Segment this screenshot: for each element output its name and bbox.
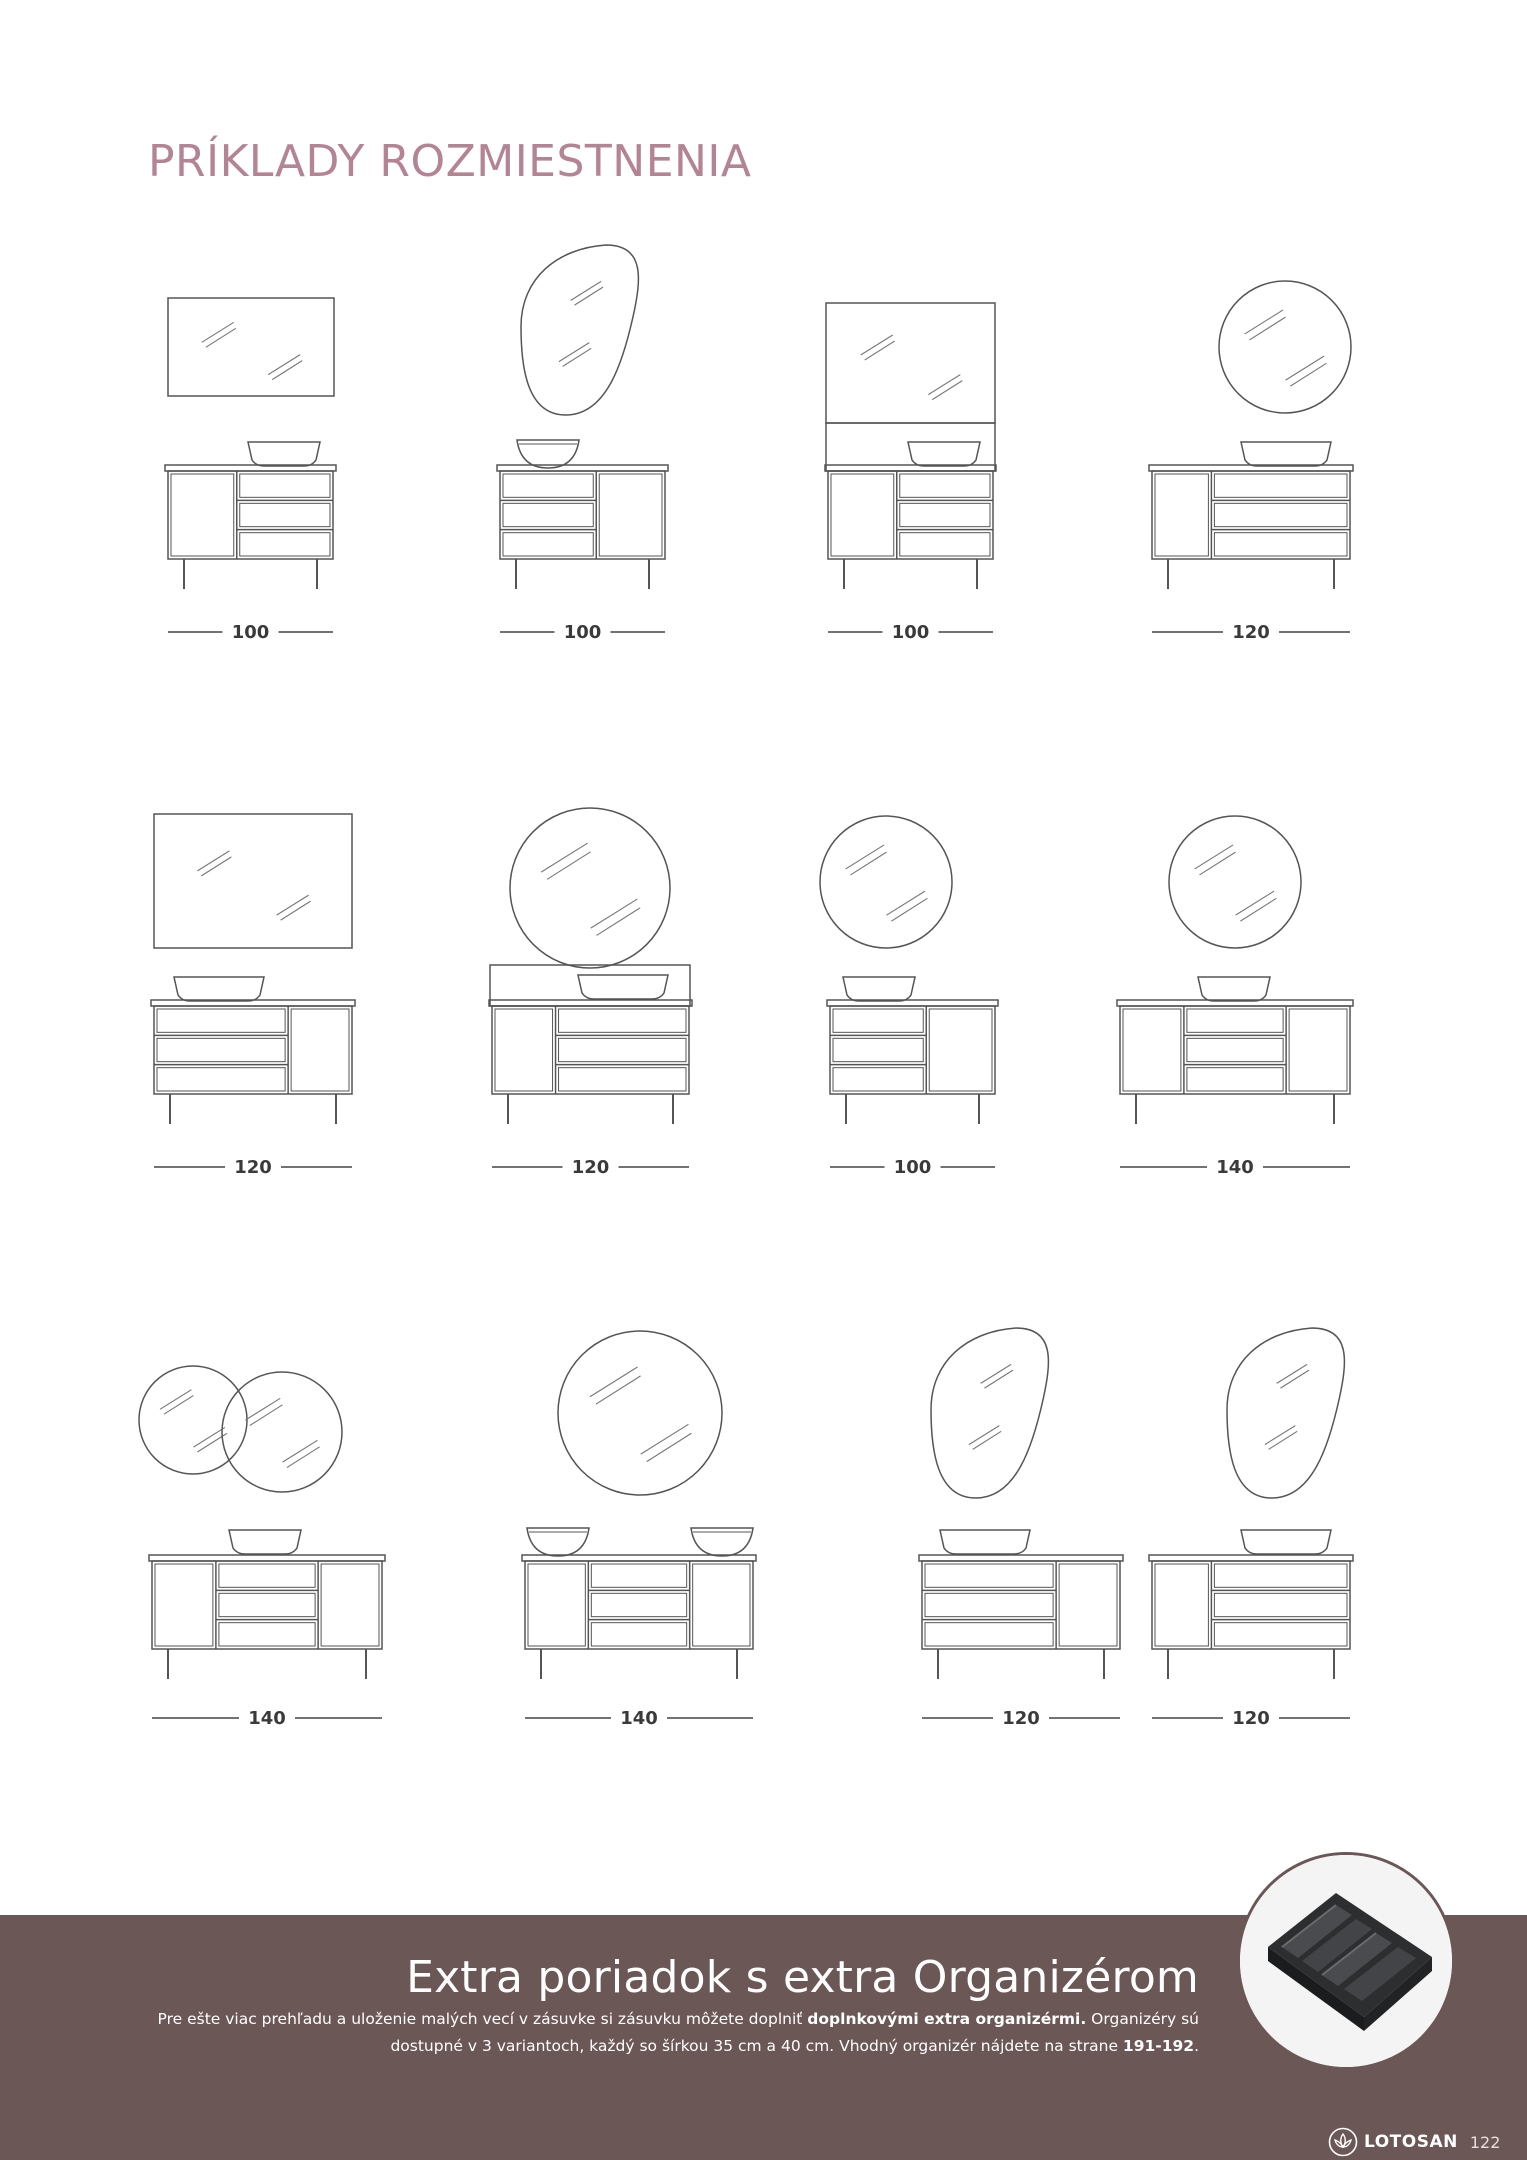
round-mirror (139, 1366, 247, 1474)
cabinet-body (1120, 1006, 1350, 1094)
door-front (528, 1564, 585, 1646)
drawer-front (240, 503, 330, 526)
basin (1198, 977, 1270, 1001)
drawer-front (503, 533, 593, 556)
promo-text-bold-1: doplnkovými extra organizérmi. (807, 2010, 1087, 2028)
reflection-line (250, 1405, 283, 1426)
cabinet-body (830, 1006, 995, 1094)
door-front (1123, 1009, 1181, 1091)
configuration-11 (919, 1328, 1123, 1729)
drawer-front (1214, 1564, 1347, 1587)
countertop (165, 465, 336, 471)
door-front (1155, 474, 1208, 556)
round-mirror (1169, 816, 1301, 948)
drawer-front (1214, 1623, 1347, 1646)
reflection-line (596, 1376, 641, 1404)
reflection-line (287, 1447, 320, 1468)
drawer-front (833, 1038, 923, 1061)
cabinet-body (152, 1561, 382, 1649)
door-front (831, 474, 894, 556)
configuration-3 (825, 303, 996, 643)
reflection-line (597, 908, 641, 936)
drawer-front (591, 1593, 686, 1616)
footer-brand: LOTOSAN (1364, 2132, 1458, 2152)
drawer-front (1214, 474, 1347, 497)
countertop (1149, 1555, 1353, 1561)
basin (1241, 1530, 1331, 1554)
basin (908, 442, 980, 466)
round-mirror (558, 1331, 722, 1495)
cabinet-body (492, 1006, 689, 1094)
configuration-9 (139, 1366, 385, 1729)
drawer-front (1187, 1068, 1283, 1091)
promo-text-2: Organizéry sú dostupné v 3 variantoch, každý so šírkou 35 cm a 40 cm. Vhodný organizér nájdete na strane (390, 2010, 1199, 2055)
promo-headline: Extra poriadok s extra Organizérom (406, 1952, 1199, 2003)
reflection-line (850, 852, 886, 875)
configuration-4 (1149, 281, 1353, 643)
reflection-line (272, 361, 302, 380)
reflection-line (1199, 852, 1235, 875)
basin (229, 1530, 301, 1554)
page-number: 122 (1469, 2132, 1501, 2152)
drawer-front (219, 1593, 315, 1616)
drawer-front (591, 1623, 686, 1646)
reflection-line (1269, 1431, 1298, 1449)
door-front (171, 474, 234, 556)
reflection-line (985, 1370, 1014, 1388)
drawer-front (559, 1068, 686, 1091)
door-front (155, 1564, 213, 1646)
reflection-line (164, 1396, 193, 1415)
configuration-6 (489, 808, 692, 1178)
basin (940, 1530, 1030, 1554)
page-title: PRÍKLADY ROZMIESTNENIA (148, 136, 752, 187)
reflection-line (575, 287, 604, 305)
round-mirror (510, 808, 670, 968)
reflection-line (1281, 1370, 1310, 1388)
reflection-line (1290, 363, 1326, 386)
drawer-front (503, 474, 593, 497)
reflection-line (547, 852, 591, 880)
door-front (1059, 1564, 1117, 1646)
configuration-8 (1117, 816, 1353, 1178)
reflection-line (201, 857, 231, 876)
rectangle-mirror (154, 814, 352, 948)
drawer-front (925, 1564, 1053, 1587)
countertop (827, 1000, 998, 1006)
door-front (929, 1009, 992, 1091)
countertop (825, 465, 996, 471)
basin (843, 977, 915, 1001)
reflection-line (563, 348, 592, 366)
cabinet-body (1152, 471, 1350, 559)
reflection-line (1249, 317, 1285, 340)
cabinet-body (922, 1561, 1120, 1649)
drawer-front (1214, 1593, 1347, 1616)
drawer-front (900, 503, 990, 526)
drawer-front (219, 1623, 315, 1646)
drawer-front (240, 474, 330, 497)
width-label: 120 (571, 1157, 610, 1178)
drawer-front (157, 1009, 285, 1032)
width-label: 140 (620, 1708, 658, 1729)
pebble-mirror (521, 245, 638, 415)
configuration-2 (497, 245, 668, 643)
drawer-front (219, 1564, 315, 1587)
drawer-front (833, 1009, 923, 1032)
width-label: 140 (248, 1708, 286, 1729)
reflection-line (647, 1433, 692, 1461)
round-mirror (1219, 281, 1351, 413)
drawer-front (900, 533, 990, 556)
promo-text (139, 2006, 1199, 2060)
drawer-front (1214, 503, 1347, 526)
width-label: 100 (893, 1157, 932, 1178)
cabinet-body (828, 471, 993, 559)
cabinet-body (168, 471, 333, 559)
promo-text-3: . (1194, 2037, 1199, 2055)
drawer-front (559, 1009, 686, 1032)
drawer-front (503, 503, 593, 526)
reflection-line (1240, 898, 1276, 921)
drawer-front (925, 1623, 1053, 1646)
width-label: 120 (1232, 1708, 1270, 1729)
door-front (291, 1009, 349, 1091)
cabinet-body (1152, 1561, 1350, 1649)
drawer-front (925, 1593, 1053, 1616)
door-front (1155, 1564, 1208, 1646)
drawer-front (157, 1038, 285, 1061)
drawer-front (1187, 1038, 1283, 1061)
reflection-line (973, 1431, 1002, 1449)
round-mirror (820, 816, 952, 948)
cabinet-body (500, 471, 665, 559)
drawer-front (833, 1068, 923, 1091)
footer-logo (1328, 2127, 1500, 2157)
door-front (599, 474, 662, 556)
basin (248, 442, 320, 466)
round-mirror (222, 1372, 342, 1492)
backsplash-panel (826, 423, 995, 471)
reflection-line (865, 341, 895, 360)
drawer-front (1187, 1009, 1283, 1032)
rectangle-mirror (168, 298, 334, 396)
lotus-icon (1328, 2127, 1358, 2157)
cabinet-body (525, 1561, 753, 1649)
door-front (693, 1564, 750, 1646)
configuration-12 (1149, 1328, 1353, 1729)
reflection-line (281, 901, 311, 920)
pebble-mirror (931, 1328, 1048, 1498)
reflection-line (891, 898, 927, 921)
basin (578, 975, 668, 999)
drawer-front (559, 1038, 686, 1061)
width-label: 100 (563, 622, 602, 643)
width-label: 140 (1216, 1157, 1254, 1178)
organizer-image (1237, 1852, 1455, 2070)
drawer-organizer-icon (1240, 1855, 1452, 2067)
drawer-front (240, 533, 330, 556)
configuration-5 (151, 814, 355, 1178)
drawer-front (1214, 533, 1347, 556)
width-label: 120 (234, 1157, 272, 1178)
drawer-front (900, 474, 990, 497)
configuration-10 (522, 1331, 756, 1729)
drawer-front (591, 1564, 686, 1587)
basin (1241, 442, 1331, 466)
door-front (1289, 1009, 1347, 1091)
width-label: 120 (1232, 622, 1270, 643)
width-label: 100 (231, 622, 270, 643)
reflection-line (932, 381, 962, 400)
cabinet-body (154, 1006, 352, 1094)
promo-text-bold-2: 191-192 (1122, 2037, 1195, 2055)
door-front (495, 1009, 553, 1091)
basin (174, 977, 264, 1001)
countertop (919, 1555, 1123, 1561)
drawer-front (157, 1068, 285, 1091)
reflection-line (206, 328, 236, 347)
pebble-mirror (1227, 1328, 1344, 1498)
width-label: 100 (891, 622, 930, 643)
countertop (1149, 465, 1353, 471)
door-front (321, 1564, 379, 1646)
rectangle-mirror (826, 303, 995, 423)
countertop (149, 1555, 385, 1561)
width-label: 120 (1002, 1708, 1040, 1729)
configuration-1 (165, 298, 336, 643)
configuration-7 (820, 816, 998, 1178)
promo-text-1: Pre ešte viac prehľadu a uloženie malých vecí v zásuvke si zásuvku môžete doplniť (157, 2010, 808, 2028)
countertop (489, 1000, 692, 1006)
countertop (497, 465, 668, 471)
